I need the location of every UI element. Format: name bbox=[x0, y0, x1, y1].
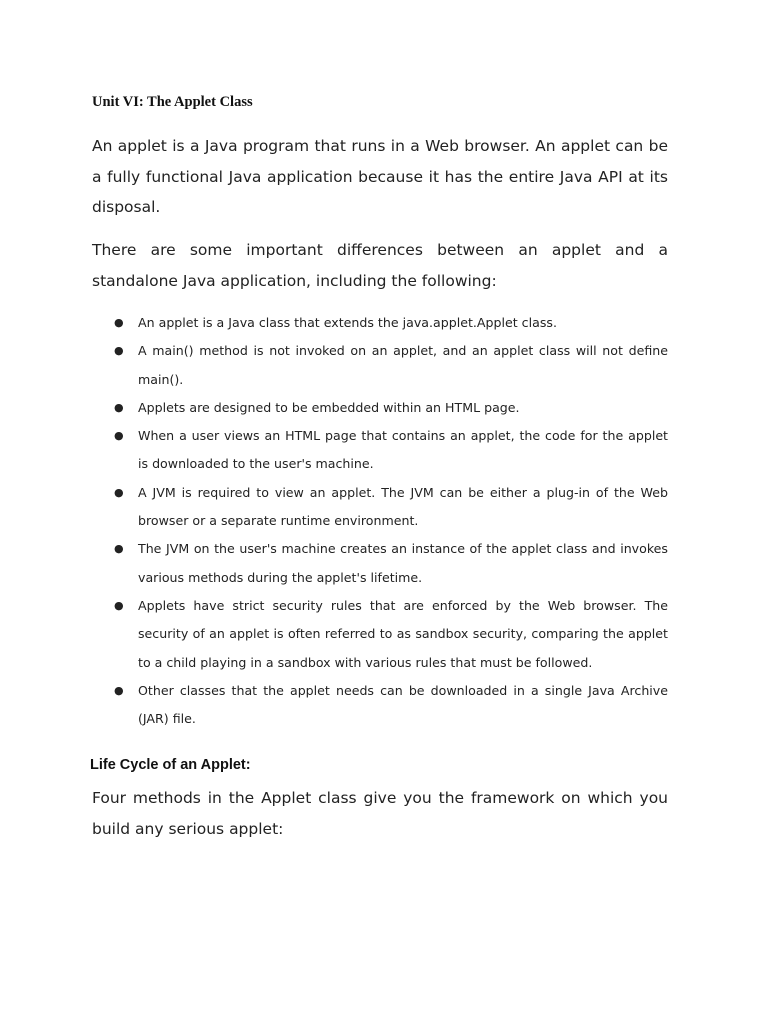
list-item bbox=[92, 677, 668, 734]
life-cycle-heading: Life Cycle of an Applet: bbox=[90, 757, 251, 773]
list-item bbox=[92, 309, 668, 337]
bullet-icon: ● bbox=[114, 344, 124, 358]
list-item-text: A main() method is not invoked on an applet, and an applet class will not define main(). bbox=[138, 343, 668, 387]
intro-paragraph: An applet is a Java program that runs in a Web browser. An applet can be a fully functional Java application because it has the entire Java API at its disposal. bbox=[92, 137, 668, 216]
list-item-text: When a user views an HTML page that contains an applet, the code for the applet is downloaded to the user's machine. bbox=[138, 428, 668, 472]
list-item-text: An applet is a Java class that extends the java.applet.Applet class. bbox=[138, 315, 557, 330]
list-item bbox=[92, 592, 668, 677]
list-item-text: The JVM on the user's machine creates an instance of the applet class and invokes various methods during the applet's lifetime. bbox=[138, 541, 668, 585]
list-item bbox=[92, 479, 668, 536]
bullet-icon: ● bbox=[114, 429, 124, 443]
differences-list bbox=[92, 309, 668, 733]
bullet-icon: ● bbox=[114, 683, 124, 697]
bullet-icon: ● bbox=[114, 400, 124, 414]
list-item bbox=[92, 535, 668, 592]
unit-heading: Unit VI: The Applet Class bbox=[92, 94, 253, 110]
bullet-icon: ● bbox=[114, 316, 124, 329]
differences-paragraph: There are some important differences between an applet and a standalone Java application, including the following: bbox=[92, 241, 668, 290]
list-item-text: Applets are designed to be embedded within an HTML page. bbox=[138, 399, 520, 415]
life-cycle-paragraph: Four methods in the Applet class give you the framework on which you build any serious applet: bbox=[92, 789, 668, 838]
bullet-icon: ● bbox=[114, 485, 124, 499]
list-item bbox=[92, 337, 668, 394]
list-item bbox=[92, 422, 668, 479]
list-item-text: A JVM is required to view an applet. The JVM can be either a plug-in of the Web browser or a separate runtime environment. bbox=[138, 484, 668, 529]
list-item-text: Applets have strict security rules that are enforced by the Web browser. The security of an applet is often referred to as sandbox security, comparing the applet to a child playing in a sandbox with various rules that must be followed. bbox=[138, 597, 668, 670]
bullet-icon: ● bbox=[114, 542, 124, 556]
bullet-icon: ● bbox=[114, 598, 124, 612]
list-item-text: Other classes that the applet needs can be downloaded in a single Java Archive (JAR) file. bbox=[138, 682, 668, 727]
list-item bbox=[92, 394, 668, 422]
